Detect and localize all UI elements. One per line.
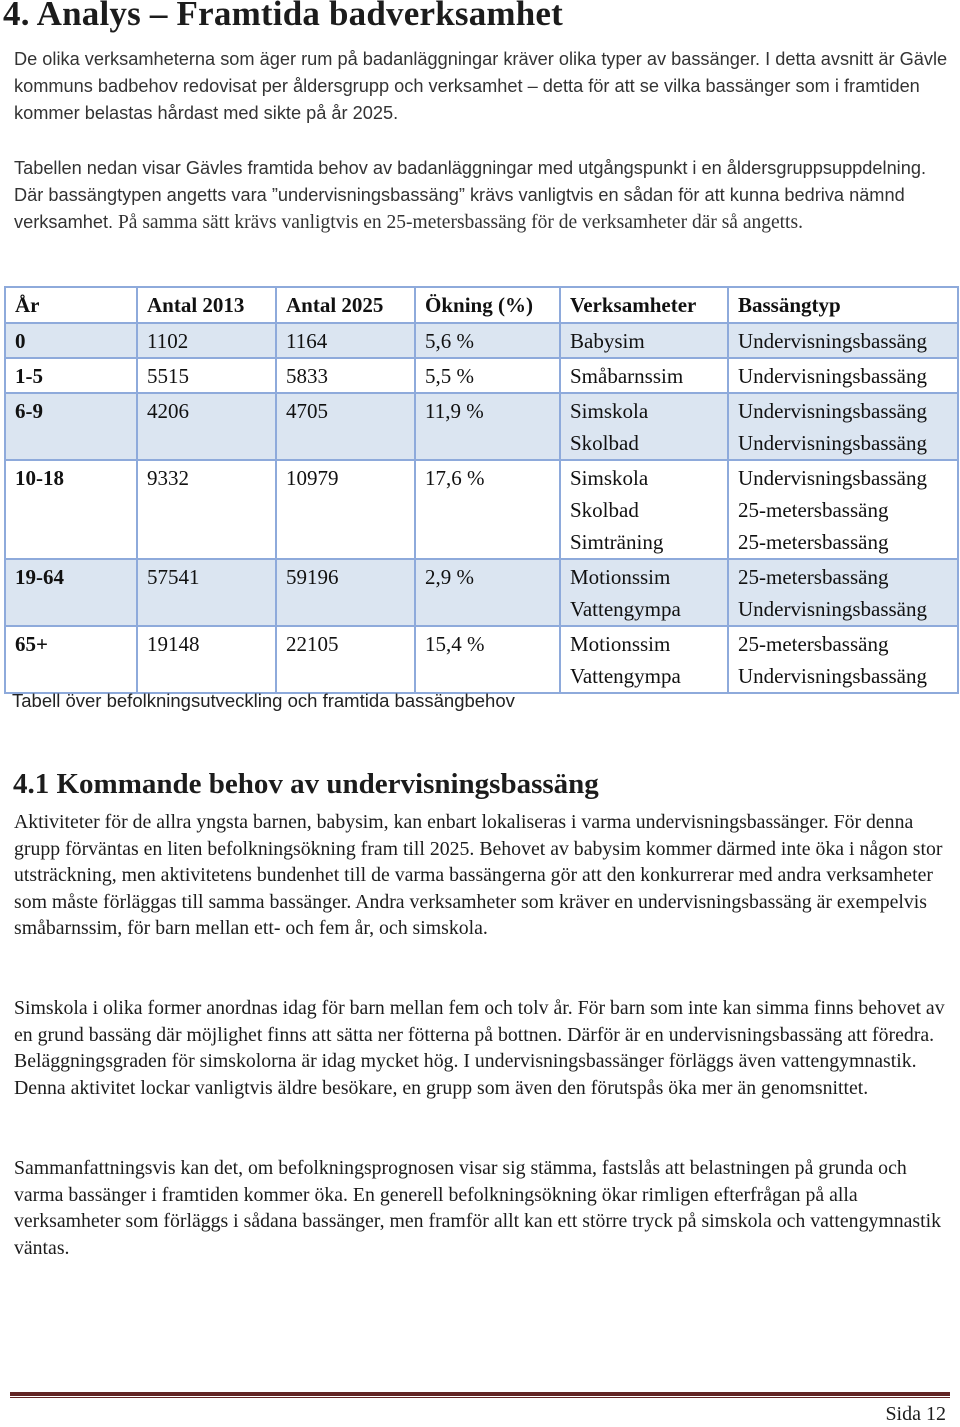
pool-type-item: Undervisningsbassäng (738, 399, 927, 423)
header-activities: Verksamheter (560, 287, 728, 323)
activity-item: Vattengympa (570, 664, 681, 688)
cell-increase: 15,4 % (415, 626, 560, 693)
table-row (5, 393, 958, 460)
intro-paragraph-2-part-c: På samma sätt krävs vanligtvis en 25-metersbassäng för de verksamheter där så angetts. (113, 212, 803, 233)
cell-increase: 11,9 % (415, 393, 560, 460)
subsection-heading: 4.1 Kommande behov av undervisningsbassäng (13, 768, 599, 800)
footer-divider-thin (10, 1397, 950, 1398)
pool-type-item: Undervisningsbassäng (738, 329, 927, 353)
cell-count-2025: 1164 (276, 323, 415, 358)
cell-age-group: 10-18 (5, 460, 137, 559)
cell-age-group: 65+ (5, 626, 137, 693)
body-paragraph-3: Sammanfattningsvis kan det, om befolkningsprognosen visar sig stämma, fastslås att belastningen på grunda och varma bassänger i framtiden kommer öka. En generell befolkningsökning ökar rimligen efterfrågan på alla verksamheter som förläggs i sådana bassänger, men framför allt kan ett större tryck på simskola och vattengymnastik väntas. (14, 1157, 941, 1259)
cell-activities (560, 460, 728, 559)
header-year: År (5, 287, 137, 323)
cell-pool-types (728, 559, 958, 626)
cell-increase: 17,6 % (415, 460, 560, 559)
cell-activities (560, 559, 728, 626)
cell-age-group: 19-64 (5, 559, 137, 626)
cell-count-2013: 9332 (137, 460, 276, 559)
cell-count-2025: 4705 (276, 393, 415, 460)
cell-age-group: 0 (5, 323, 137, 358)
intro-paragraph-2-part-a: Tabellen nedan visar Gävles framtida behov av badanläggningar med utgångspunkt i en åldersgruppsuppdelning. (14, 158, 927, 178)
cell-pool-types (728, 358, 958, 393)
pool-type-item: Undervisningsbassäng (738, 597, 927, 621)
cell-count-2025: 5833 (276, 358, 415, 393)
header-count-2013: Antal 2013 (137, 287, 276, 323)
cell-count-2013: 4206 (137, 393, 276, 460)
cell-pool-types (728, 323, 958, 358)
body-paragraph-1: Aktiviteter för de allra yngsta barnen, babysim, kan enbart lokaliseras i varma undervisningsbassänger. För denna grupp förväntas en liten befolkningsökning fram till 2025. Behovet av babysim kommer därmed inte öka i någon stor utsträckning, men aktivitetens bundenhet till de varma bassängerna gör att den konkurrerar med andra verksamheter som måste förläggas till samma bassänger. Andra verksamheter som kräver en undervisningsbassäng är exempelvis småbarnssim, för barn mellan ett- och fem år, och simskola. (14, 811, 943, 940)
activity-item: Simträning (570, 530, 664, 554)
cell-activities (560, 393, 728, 460)
pool-type-item: Undervisningsbassäng (738, 364, 927, 388)
cell-count-2013: 57541 (137, 559, 276, 626)
table-header-row (5, 287, 958, 323)
cell-age-group: 6-9 (5, 393, 137, 460)
activity-item: Motionssim (570, 632, 671, 656)
cell-count-2013: 1102 (137, 323, 276, 358)
cell-pool-types (728, 393, 958, 460)
activity-item: Skolbad (570, 431, 639, 455)
activity-item: Motionssim (570, 565, 671, 589)
cell-count-2025: 10979 (276, 460, 415, 559)
header-count-2025: Antal 2025 (276, 287, 415, 323)
cell-count-2025: 59196 (276, 559, 415, 626)
footer-divider (10, 1392, 950, 1396)
cell-activities (560, 323, 728, 358)
cell-increase: 5,5 % (415, 358, 560, 393)
table-row (5, 323, 958, 358)
pool-type-item: 25-metersbassäng (738, 632, 889, 656)
pool-type-item: 25-metersbassäng (738, 565, 889, 589)
header-pool-type: Bassängtyp (728, 287, 958, 323)
cell-activities (560, 358, 728, 393)
population-pool-table (4, 286, 959, 694)
activity-item: Småbarnssim (570, 364, 684, 388)
cell-increase: 2,9 % (415, 559, 560, 626)
cell-increase: 5,6 % (415, 323, 560, 358)
header-increase: Ökning (%) (415, 287, 560, 323)
pool-type-item: Undervisningsbassäng (738, 466, 927, 490)
intro-paragraph-1: De olika verksamheterna som äger rum på badanläggningar kräver olika typer av bassänger. I detta avsnitt är Gävle kommuns badbehov redovisat per åldersgrupp och verksamhet – detta för att se vilka bassänger som i framtiden kommer belastas hårdast med sikte på år 2025. (14, 49, 948, 123)
table-row (5, 358, 958, 393)
activity-item: Simskola (570, 466, 649, 490)
section-heading: 4. Analys – Framtida badverksamhet (3, 0, 564, 33)
cell-activities (560, 626, 728, 693)
body-paragraph-2: Simskola i olika former anordnas idag för barn mellan fem och tolv år. För barn som inte kan simma finns behovet av en grund bassäng där möjlighet finns att sätta ner fötterna på bottnen. Därför är en undervisningsbassäng att föredra. Beläggningsgraden för simskolorna är idag mycket hög. I undervisningsbassänger förläggs även vattengymnastik. Denna aktivitet lockar vanligtvis äldre besökare, en grupp som även den förutspås öka mer än genomsnittet. (14, 997, 945, 1099)
cell-pool-types (728, 626, 958, 693)
table-row (5, 626, 958, 693)
table-caption: Tabell över befolkningsutveckling och framtida bassängbehov (12, 690, 515, 711)
activity-item: Simskola (570, 399, 649, 423)
activity-item: Vattengympa (570, 597, 681, 621)
pool-type-item: Undervisningsbassäng (738, 664, 927, 688)
intro-paragraph-2-part-b: Där bassängtypen angetts vara ”undervisningsbassäng” krävs vanligtvis en sådan för att kunna bedriva nämnd verksamhet. (14, 185, 905, 232)
activity-item: Skolbad (570, 498, 639, 522)
activity-item: Babysim (570, 329, 645, 353)
table-row (5, 460, 958, 559)
cell-count-2025: 22105 (276, 626, 415, 693)
table-row (5, 559, 958, 626)
pool-type-item: 25-metersbassäng (738, 498, 889, 522)
cell-count-2013: 5515 (137, 358, 276, 393)
page-number: Sida 12 (885, 1403, 946, 1425)
pool-type-item: Undervisningsbassäng (738, 431, 927, 455)
pool-type-item: 25-metersbassäng (738, 530, 889, 554)
intro-paragraph-2 (14, 155, 949, 236)
cell-age-group: 1-5 (5, 358, 137, 393)
cell-count-2013: 19148 (137, 626, 276, 693)
cell-pool-types (728, 460, 958, 559)
